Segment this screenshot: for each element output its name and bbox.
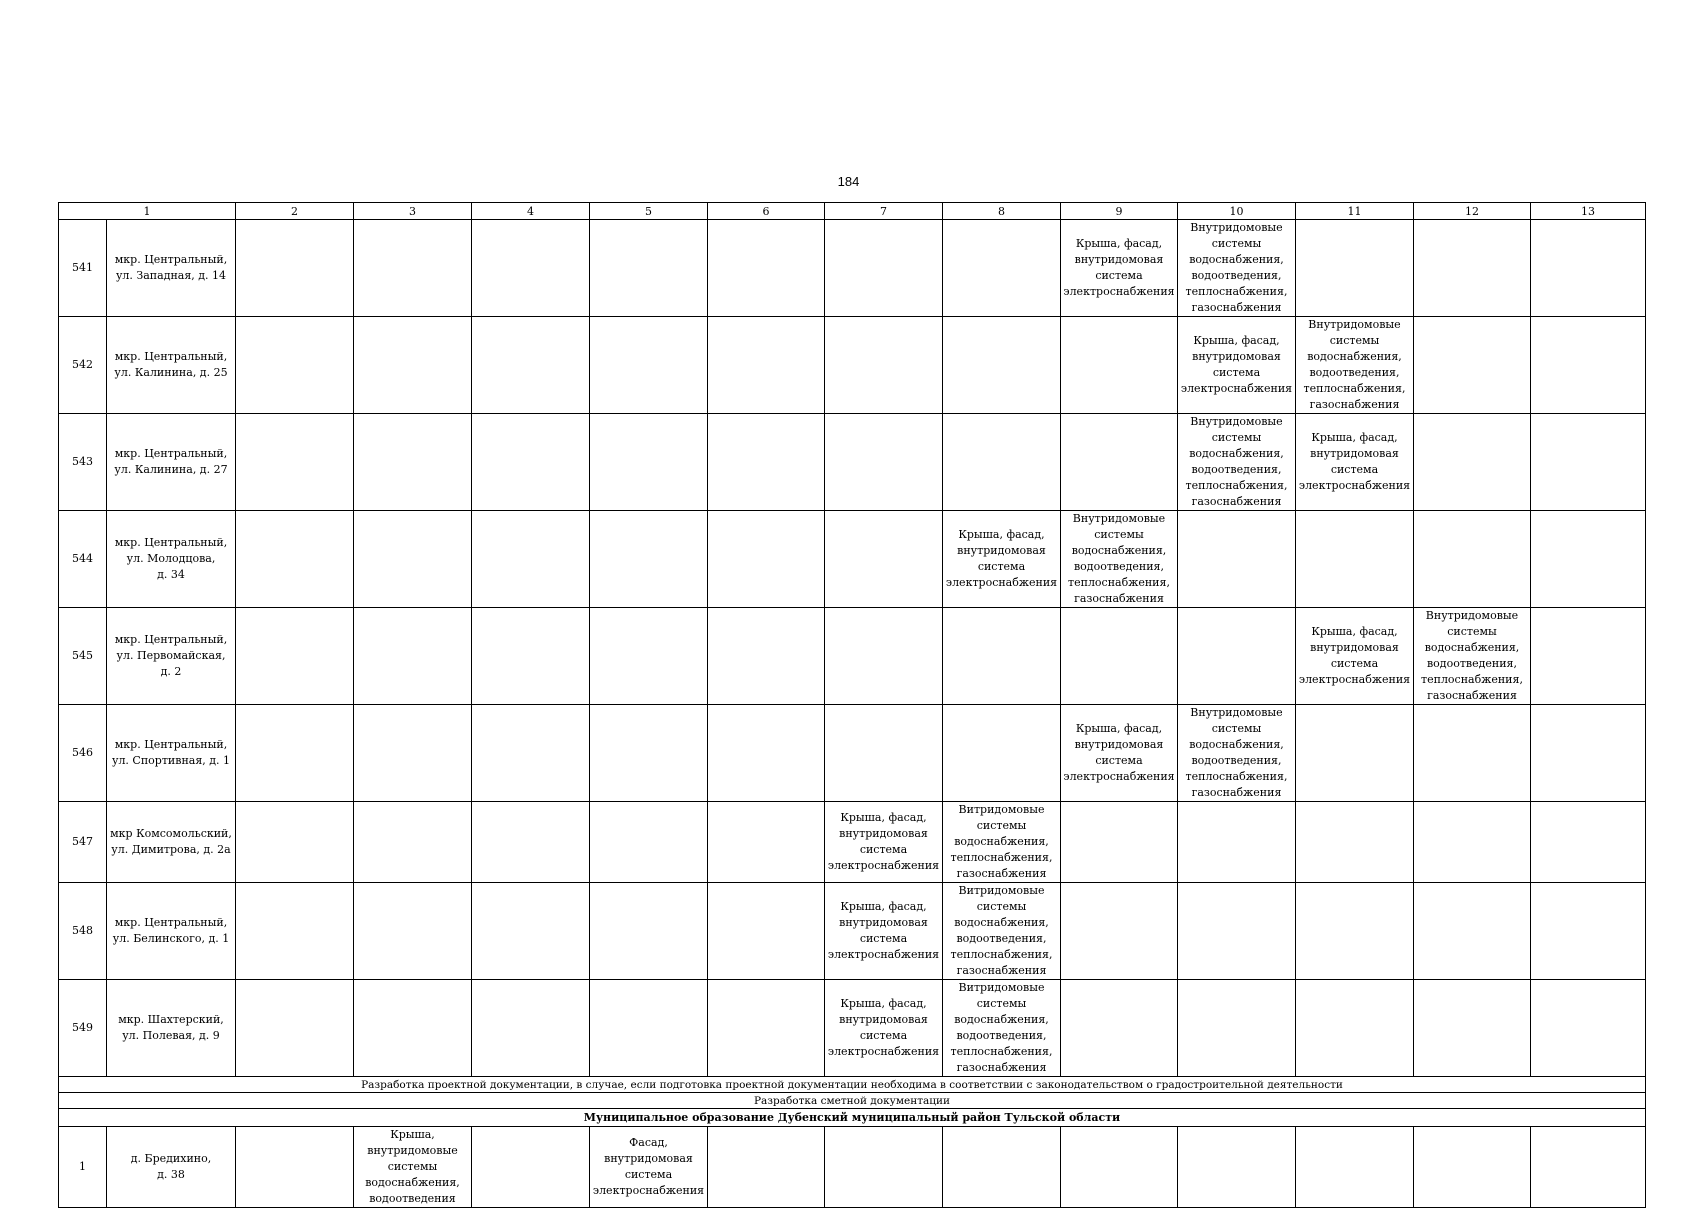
work-cell-col-9 bbox=[1061, 883, 1178, 980]
work-cell-col-2 bbox=[236, 511, 354, 608]
work-cell-col-9: Крыша, фасад, внутридомовая система электроснабжения bbox=[1061, 705, 1178, 802]
work-cell-col-10: Внутридомовые системы водоснабжения, водоотведения, теплоснабжения, газоснабжения bbox=[1178, 220, 1296, 317]
work-cell-col-13 bbox=[1531, 705, 1646, 802]
work-cell-col-9 bbox=[1061, 317, 1178, 414]
work-cell-col-5 bbox=[590, 220, 708, 317]
work-cell-col-4 bbox=[472, 980, 590, 1077]
work-cell-col-11 bbox=[1296, 802, 1414, 883]
work-cell-col-2 bbox=[236, 317, 354, 414]
work-cell-col-10: Внутридомовые системы водоснабжения, водоотведения, теплоснабжения, газоснабжения bbox=[1178, 705, 1296, 802]
work-cell-col-4 bbox=[472, 1127, 590, 1208]
work-cell-col-3 bbox=[354, 883, 472, 980]
row-address: мкр. Центральный, ул. Белинского, д. 1 bbox=[107, 883, 236, 980]
work-cell-col-13 bbox=[1531, 802, 1646, 883]
work-cell-col-6 bbox=[708, 705, 825, 802]
work-cell-col-10 bbox=[1178, 802, 1296, 883]
work-cell-col-10: Внутридомовые системы водоснабжения, водоотведения, теплоснабжения, газоснабжения bbox=[1178, 414, 1296, 511]
work-cell-col-11: Крыша, фасад, внутридомовая система электроснабжения bbox=[1296, 608, 1414, 705]
work-cell-col-2 bbox=[236, 705, 354, 802]
row-address: мкр. Шахтерский, ул. Полевая, д. 9 bbox=[107, 980, 236, 1077]
work-cell-col-4 bbox=[472, 608, 590, 705]
work-cell-col-10 bbox=[1178, 883, 1296, 980]
column-header-4: 4 bbox=[472, 203, 590, 220]
column-header-1: 1 bbox=[59, 203, 236, 220]
work-cell-col-2 bbox=[236, 802, 354, 883]
work-cell-col-9: Внутридомовые системы водоснабжения, водоотведения, теплоснабжения, газоснабжения bbox=[1061, 511, 1178, 608]
column-header-9: 9 bbox=[1061, 203, 1178, 220]
work-cell-col-5 bbox=[590, 511, 708, 608]
work-cell-col-7 bbox=[825, 414, 943, 511]
work-cell-col-3 bbox=[354, 220, 472, 317]
table-row bbox=[59, 608, 1646, 705]
table-row bbox=[59, 1127, 1646, 1208]
table-row bbox=[59, 980, 1646, 1077]
work-cell-col-9 bbox=[1061, 1127, 1178, 1208]
column-header-2: 2 bbox=[236, 203, 354, 220]
work-cell-col-8 bbox=[943, 705, 1061, 802]
table-row bbox=[59, 414, 1646, 511]
work-cell-col-5 bbox=[590, 317, 708, 414]
work-cell-col-10 bbox=[1178, 511, 1296, 608]
work-cell-col-8 bbox=[943, 608, 1061, 705]
table-row bbox=[59, 317, 1646, 414]
work-cell-col-6 bbox=[708, 317, 825, 414]
work-cell-col-5 bbox=[590, 414, 708, 511]
row-address: мкр Комсомольский, ул. Димитрова, д. 2а bbox=[107, 802, 236, 883]
work-cell-col-7 bbox=[825, 220, 943, 317]
page-number: 184 bbox=[837, 174, 860, 189]
work-cell-col-4 bbox=[472, 220, 590, 317]
work-cell-col-7 bbox=[825, 511, 943, 608]
housing-repair-schedule-table bbox=[58, 202, 1646, 1208]
estimate-documentation-note-row bbox=[59, 1093, 1646, 1109]
work-cell-col-11: Внутридомовые системы водоснабжения, водоотведения, теплоснабжения, газоснабжения bbox=[1296, 317, 1414, 414]
work-cell-col-9 bbox=[1061, 802, 1178, 883]
work-cell-col-12 bbox=[1414, 980, 1531, 1077]
work-cell-col-5 bbox=[590, 980, 708, 1077]
work-cell-col-8 bbox=[943, 220, 1061, 317]
work-cell-col-3 bbox=[354, 608, 472, 705]
work-cell-col-8 bbox=[943, 1127, 1061, 1208]
work-cell-col-13 bbox=[1531, 220, 1646, 317]
work-cell-col-4 bbox=[472, 705, 590, 802]
work-cell-col-5: Фасад, внутридомовая система электроснабжения bbox=[590, 1127, 708, 1208]
work-cell-col-7 bbox=[825, 705, 943, 802]
work-cell-col-5 bbox=[590, 705, 708, 802]
work-cell-col-7: Крыша, фасад, внутридомовая система электроснабжения bbox=[825, 883, 943, 980]
work-cell-col-3 bbox=[354, 511, 472, 608]
municipality-section-title-row bbox=[59, 1109, 1646, 1127]
row-number: 543 bbox=[59, 414, 107, 511]
work-cell-col-6 bbox=[708, 802, 825, 883]
work-cell-col-9 bbox=[1061, 414, 1178, 511]
work-cell-col-7: Крыша, фасад, внутридомовая система электроснабжения bbox=[825, 802, 943, 883]
estimate-documentation-note: Разработка сметной документации bbox=[59, 1093, 1646, 1109]
work-cell-col-13 bbox=[1531, 1127, 1646, 1208]
work-cell-col-7 bbox=[825, 608, 943, 705]
work-cell-col-2 bbox=[236, 608, 354, 705]
work-cell-col-6 bbox=[708, 220, 825, 317]
work-cell-col-6 bbox=[708, 511, 825, 608]
work-cell-col-8: Крыша, фасад, внутридомовая система электроснабжения bbox=[943, 511, 1061, 608]
work-cell-col-7: Крыша, фасад, внутридомовая система электроснабжения bbox=[825, 980, 943, 1077]
table-row bbox=[59, 511, 1646, 608]
design-documentation-note-row bbox=[59, 1077, 1646, 1093]
work-cell-col-12: Внутридомовые системы водоснабжения, водоотведения, теплоснабжения, газоснабжения bbox=[1414, 608, 1531, 705]
row-address: мкр. Центральный, ул. Западная, д. 14 bbox=[107, 220, 236, 317]
column-header-12: 12 bbox=[1414, 203, 1531, 220]
table-row bbox=[59, 705, 1646, 802]
work-cell-col-11 bbox=[1296, 1127, 1414, 1208]
work-cell-col-4 bbox=[472, 511, 590, 608]
work-cell-col-8 bbox=[943, 317, 1061, 414]
column-header-10: 10 bbox=[1178, 203, 1296, 220]
work-cell-col-2 bbox=[236, 414, 354, 511]
work-cell-col-11 bbox=[1296, 511, 1414, 608]
work-cell-col-4 bbox=[472, 883, 590, 980]
row-address: д. Бредихино, д. 38 bbox=[107, 1127, 236, 1208]
work-cell-col-6 bbox=[708, 980, 825, 1077]
work-cell-col-4 bbox=[472, 802, 590, 883]
work-cell-col-12 bbox=[1414, 1127, 1531, 1208]
column-number-header-row bbox=[59, 203, 1646, 220]
work-cell-col-10 bbox=[1178, 980, 1296, 1077]
row-number: 549 bbox=[59, 980, 107, 1077]
row-number: 545 bbox=[59, 608, 107, 705]
work-cell-col-11 bbox=[1296, 883, 1414, 980]
table-row bbox=[59, 883, 1646, 980]
work-cell-col-3 bbox=[354, 802, 472, 883]
work-cell-col-5 bbox=[590, 802, 708, 883]
table-body bbox=[59, 203, 1646, 1208]
work-cell-col-4 bbox=[472, 414, 590, 511]
row-address: мкр. Центральный, ул. Калинина, д. 27 bbox=[107, 414, 236, 511]
column-header-13: 13 bbox=[1531, 203, 1646, 220]
work-cell-col-12 bbox=[1414, 802, 1531, 883]
work-cell-col-6 bbox=[708, 608, 825, 705]
row-address: мкр. Центральный, ул. Первомайская, д. 2 bbox=[107, 608, 236, 705]
row-address: мкр. Центральный, ул. Калинина, д. 25 bbox=[107, 317, 236, 414]
work-cell-col-12 bbox=[1414, 414, 1531, 511]
column-header-11: 11 bbox=[1296, 203, 1414, 220]
work-cell-col-8: Витридомовые системы водоснабжения, водоотведения, теплоснабжения, газоснабжения bbox=[943, 883, 1061, 980]
work-cell-col-12 bbox=[1414, 511, 1531, 608]
table-row bbox=[59, 802, 1646, 883]
work-cell-col-13 bbox=[1531, 608, 1646, 705]
work-cell-col-13 bbox=[1531, 317, 1646, 414]
work-cell-col-10 bbox=[1178, 608, 1296, 705]
column-header-7: 7 bbox=[825, 203, 943, 220]
work-cell-col-9 bbox=[1061, 608, 1178, 705]
work-cell-col-3 bbox=[354, 980, 472, 1077]
work-cell-col-2 bbox=[236, 220, 354, 317]
work-cell-col-11 bbox=[1296, 220, 1414, 317]
work-cell-col-6 bbox=[708, 883, 825, 980]
work-cell-col-13 bbox=[1531, 980, 1646, 1077]
work-cell-col-4 bbox=[472, 317, 590, 414]
work-cell-col-6 bbox=[708, 414, 825, 511]
work-cell-col-13 bbox=[1531, 511, 1646, 608]
work-cell-col-3: Крыша, внутридомовые системы водоснабжения, водоотведения bbox=[354, 1127, 472, 1208]
work-cell-col-2 bbox=[236, 980, 354, 1077]
work-cell-col-11 bbox=[1296, 980, 1414, 1077]
table-row bbox=[59, 220, 1646, 317]
work-cell-col-3 bbox=[354, 414, 472, 511]
row-number: 541 bbox=[59, 220, 107, 317]
row-address: мкр. Центральный, ул. Спортивная, д. 1 bbox=[107, 705, 236, 802]
work-cell-col-12 bbox=[1414, 220, 1531, 317]
work-cell-col-13 bbox=[1531, 883, 1646, 980]
work-cell-col-7 bbox=[825, 317, 943, 414]
work-cell-col-12 bbox=[1414, 317, 1531, 414]
work-cell-col-2 bbox=[236, 883, 354, 980]
design-documentation-note: Разработка проектной документации, в случае, если подготовка проектной документации необходима в соответствии с законодательством о градостроительной деятельности bbox=[59, 1077, 1646, 1093]
row-number: 1 bbox=[59, 1127, 107, 1208]
column-header-3: 3 bbox=[354, 203, 472, 220]
column-header-5: 5 bbox=[590, 203, 708, 220]
work-cell-col-3 bbox=[354, 705, 472, 802]
work-cell-col-13 bbox=[1531, 414, 1646, 511]
work-cell-col-12 bbox=[1414, 883, 1531, 980]
municipality-section-title: Муниципальное образование Дубенский муниципальный район Тульской области bbox=[59, 1109, 1646, 1127]
work-cell-col-5 bbox=[590, 608, 708, 705]
work-cell-col-9 bbox=[1061, 980, 1178, 1077]
work-cell-col-5 bbox=[590, 883, 708, 980]
work-cell-col-8: Витридомовые системы водоснабжения, теплоснабжения, газоснабжения bbox=[943, 802, 1061, 883]
row-number: 544 bbox=[59, 511, 107, 608]
work-cell-col-3 bbox=[354, 317, 472, 414]
work-cell-col-12 bbox=[1414, 705, 1531, 802]
work-cell-col-8 bbox=[943, 414, 1061, 511]
column-header-8: 8 bbox=[943, 203, 1061, 220]
row-number: 548 bbox=[59, 883, 107, 980]
row-number: 546 bbox=[59, 705, 107, 802]
work-cell-col-9: Крыша, фасад, внутридомовая система электроснабжения bbox=[1061, 220, 1178, 317]
work-cell-col-10 bbox=[1178, 1127, 1296, 1208]
row-address: мкр. Центральный, ул. Молодцова, д. 34 bbox=[107, 511, 236, 608]
row-number: 547 bbox=[59, 802, 107, 883]
column-header-6: 6 bbox=[708, 203, 825, 220]
row-number: 542 bbox=[59, 317, 107, 414]
work-cell-col-6 bbox=[708, 1127, 825, 1208]
work-cell-col-10: Крыша, фасад, внутридомовая система электроснабжения bbox=[1178, 317, 1296, 414]
work-cell-col-11 bbox=[1296, 705, 1414, 802]
work-cell-col-7 bbox=[825, 1127, 943, 1208]
work-cell-col-8: Витридомовые системы водоснабжения, водоотведения, теплоснабжения, газоснабжения bbox=[943, 980, 1061, 1077]
work-cell-col-11: Крыша, фасад, внутридомовая система электроснабжения bbox=[1296, 414, 1414, 511]
work-cell-col-2 bbox=[236, 1127, 354, 1208]
